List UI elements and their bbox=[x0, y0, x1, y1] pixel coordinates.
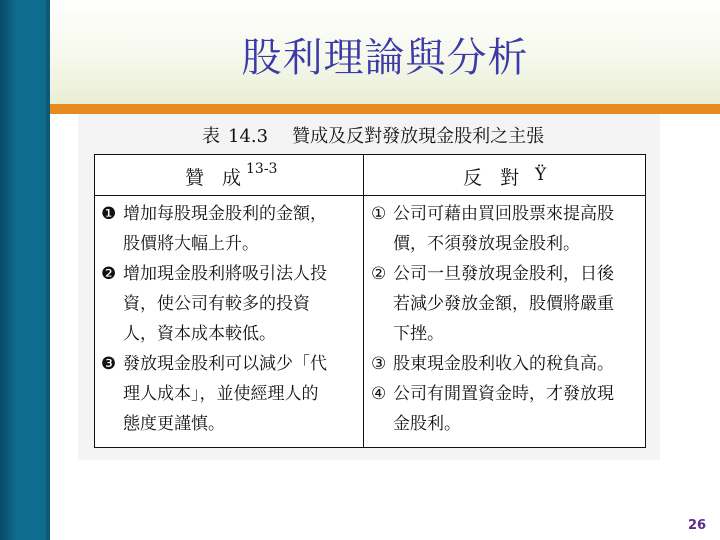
caption-label: 表 bbox=[202, 126, 220, 147]
con-marker: ① bbox=[371, 204, 387, 224]
title-divider bbox=[50, 104, 720, 114]
pro-item-line: 增加現金股利將吸引法人投 bbox=[123, 264, 327, 284]
pro-marker: ❷ bbox=[101, 264, 117, 284]
con-item-line: 價，不須發放現金股利。 bbox=[393, 234, 580, 254]
pro-item-line: 發放現金股利可以減少「代 bbox=[123, 354, 327, 374]
con-item-line: 公司一旦發放現金股利，日後 bbox=[393, 264, 614, 284]
con-marker: ② bbox=[371, 264, 387, 284]
con-item-line: 公司有閒置資金時，才發放現 bbox=[393, 384, 614, 404]
header-divider bbox=[95, 195, 645, 196]
table-caption bbox=[202, 122, 544, 146]
pro-marker: ❸ bbox=[101, 354, 117, 374]
left-accent-bar bbox=[0, 0, 50, 540]
caption-number: 14.3 bbox=[228, 126, 269, 147]
pro-item-line: 理人成本」，並使經理人的 bbox=[123, 384, 319, 404]
con-item-line: 公司可藉由買回股票來提高股 bbox=[393, 204, 614, 224]
pro-item-line: 資，使公司有較多的投資 bbox=[123, 294, 310, 314]
pro-item-line: 態度更謹慎。 bbox=[123, 414, 225, 434]
pro-item-line: 人，資本成本較低。 bbox=[123, 324, 276, 344]
con-item bbox=[371, 199, 614, 259]
con-item bbox=[371, 259, 614, 349]
con-marker: ④ bbox=[371, 384, 387, 404]
pro-item bbox=[101, 199, 327, 259]
header-con-mark: Ÿ bbox=[535, 165, 547, 185]
page-number: 26 bbox=[688, 518, 707, 533]
pro-item-line: 增加每股現金股利的金額， bbox=[123, 204, 327, 224]
con-item bbox=[371, 349, 614, 379]
con-marker: ③ bbox=[371, 354, 387, 374]
pro-item bbox=[101, 349, 327, 439]
pro-item bbox=[101, 259, 327, 349]
caption-text: 贊成及反對發放現金股利之主張 bbox=[292, 126, 545, 147]
column-divider bbox=[363, 155, 364, 447]
scanned-table-image bbox=[78, 114, 660, 460]
con-item-line: 股東現金股利收入的稅負高。 bbox=[393, 354, 614, 374]
header-con: 反對 bbox=[463, 167, 538, 189]
slide-title: 股利理論與分析 bbox=[241, 35, 529, 81]
con-item-line: 若減少發放金額，股價將嚴重 bbox=[393, 294, 614, 314]
comparison-table bbox=[94, 154, 646, 448]
con-item-line: 下挫。 bbox=[393, 324, 444, 344]
pro-item-line: 股價將大幅上升。 bbox=[123, 234, 259, 254]
header-pro: 贊成 bbox=[185, 167, 260, 189]
con-item bbox=[371, 379, 614, 439]
con-item-line: 金股利。 bbox=[393, 414, 461, 434]
pro-marker: ❶ bbox=[101, 204, 117, 224]
header-pro-note: 13-3 bbox=[246, 161, 278, 177]
